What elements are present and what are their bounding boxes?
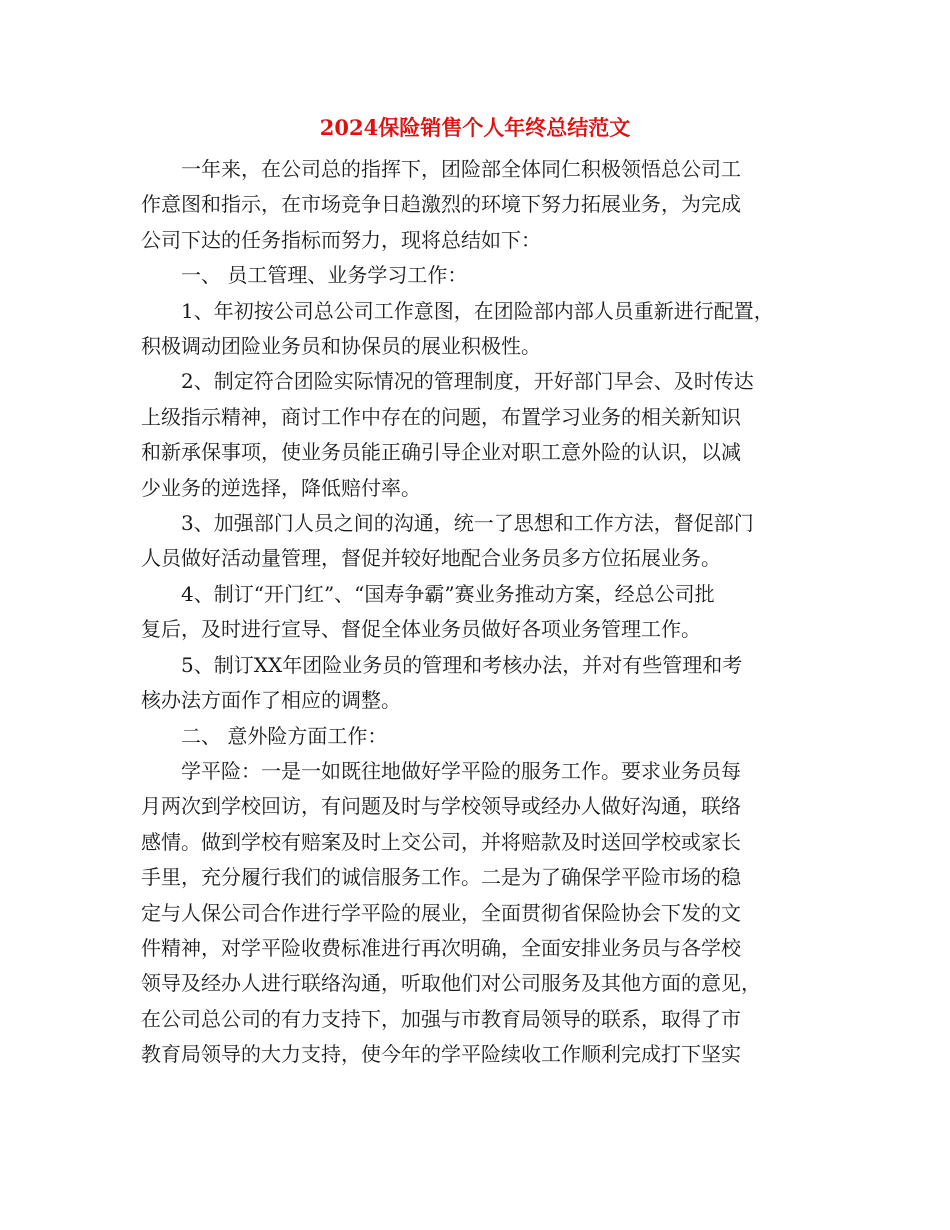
document-title: 2024保险销售个人年终总结范文 <box>319 115 631 140</box>
paragraph-line: 学平险：一是一如既往地做好学平险的服务工作。要求业务员每 <box>181 758 741 783</box>
paragraph <box>141 719 821 754</box>
paragraph-line: 一年来，在公司总的指挥下，团险部全体同仁积极领悟总公司工 <box>181 157 741 181</box>
paragraph-line: 少业务的逆选择，降低赔付率。 <box>141 475 421 500</box>
paragraph <box>141 506 821 577</box>
paragraph-line: 1、年初按公司总公司工作意图，在团险部内部人员重新进行配置， <box>181 298 774 323</box>
paragraph-line: 作意图和指示，在市场竞争日趋激烈的环境下努力拓展业务，为完成 <box>141 192 741 217</box>
paragraph-line: 感情。做到学校有赔案及时上交公司，并将赔款及时送回学校或家长 <box>141 829 741 854</box>
paragraph <box>141 648 821 719</box>
paragraph <box>141 152 821 258</box>
paragraph-line: 手里，充分履行我们的诚信服务工作。二是为了确保学平险市场的稳 <box>141 865 741 890</box>
paragraph <box>141 294 821 365</box>
paragraph-line: 件精神，对学平险收费标准进行再次明确，全面安排业务员与各学校 <box>141 935 741 960</box>
paragraph-line: 教育局领导的大力支持，使今年的学平险续收工作顺利完成打下坚实 <box>141 1042 741 1067</box>
paragraph <box>141 258 821 293</box>
paragraph-line: 核办法方面作了相应的调整。 <box>141 688 401 713</box>
paragraph-line: 3、加强部门人员之间的沟通，统一了思想和工作方法，督促部门 <box>181 511 754 536</box>
paragraph-line: 2、制定符合团险实际情况的管理制度，开好部门早会、及时传达 <box>181 369 754 394</box>
paragraph-line: 公司下达的任务指标而努力，现将总结如下： <box>141 227 541 252</box>
paragraph <box>141 754 821 1073</box>
paragraph-line: 人员做好活动量管理，督促并较好地配合业务员多方位拓展业务。 <box>141 546 721 571</box>
paragraph-line: 积极调动团险业务员和协保员的展业积极性。 <box>141 334 541 359</box>
paragraph-line: 领导及经办人进行联络沟通，听取他们对公司服务及其他方面的意见， <box>141 971 761 996</box>
paragraph-line: 月两次到学校回访，有问题及时与学校领导或经办人做好沟通，联络 <box>141 794 741 819</box>
paragraph-line: 5、制订XX年团险业务员的管理和考核办法，并对有些管理和考 <box>181 652 743 677</box>
paragraph-line: 在公司总公司的有力支持下，加强与市教育局领导的联系，取得了市 <box>141 1006 741 1031</box>
paragraph-line: 上级指示精神，商讨工作中存在的问题，布置学习业务的相关新知识 <box>141 404 741 429</box>
paragraph <box>141 577 821 648</box>
paragraph-line: 二、 意外险方面工作： <box>181 723 388 748</box>
paragraph-line: 4、制订“开门红”、“国寿争霸”赛业务推动方案，经总公司批 <box>181 581 715 606</box>
document-body <box>141 152 821 1073</box>
paragraph-line: 一、 员工管理、业务学习工作： <box>181 263 468 288</box>
paragraph-line: 和新承保事项，使业务员能正确引导企业对职工意外险的认识，以减 <box>141 440 741 465</box>
paragraph-line: 定与人保公司合作进行学平险的展业，全面贯彻省保险协会下发的文 <box>141 900 741 925</box>
paragraph-line: 复后，及时进行宣导、督促全体业务员做好各项业务管理工作。 <box>141 617 701 642</box>
paragraph <box>141 364 821 506</box>
